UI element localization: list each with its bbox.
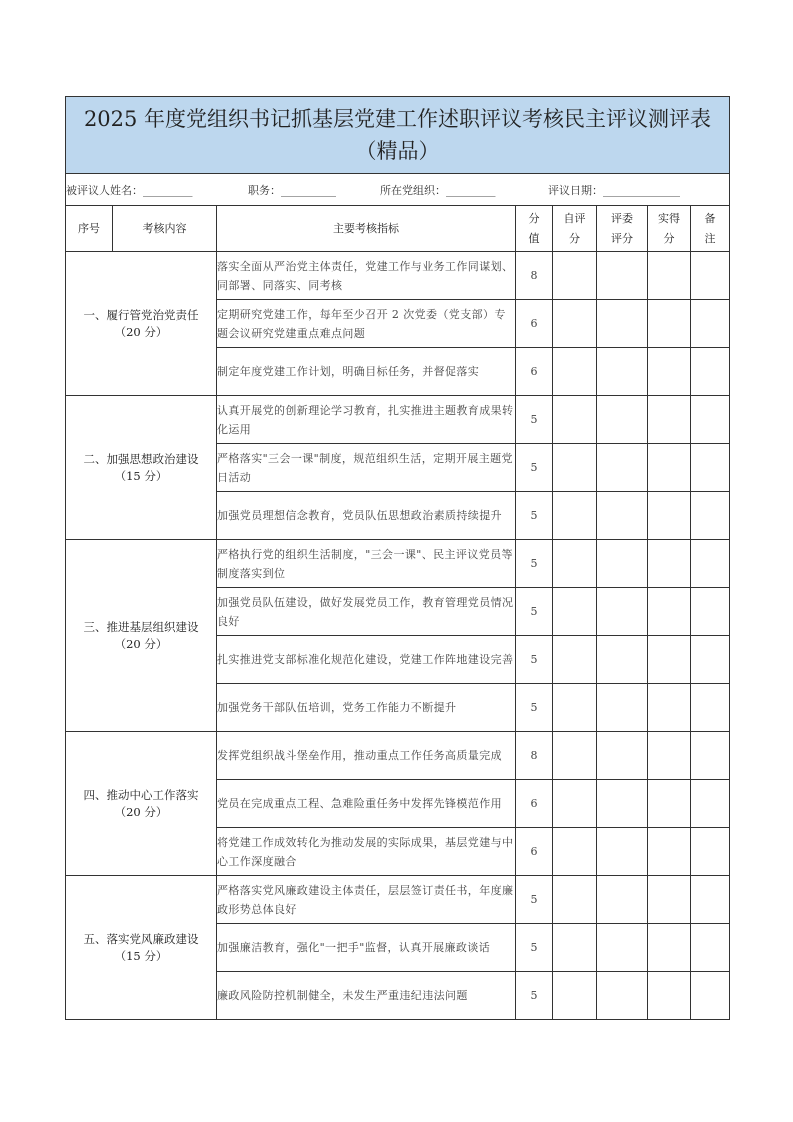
actual-score-cell[interactable] xyxy=(648,348,691,396)
actual-score-cell[interactable] xyxy=(648,300,691,348)
max-score: 8 xyxy=(516,732,553,780)
remark-cell[interactable] xyxy=(691,588,730,636)
self-score-cell[interactable] xyxy=(553,588,597,636)
actual-score-cell[interactable] xyxy=(648,732,691,780)
remark-cell[interactable] xyxy=(691,492,730,540)
section-category xyxy=(66,396,217,540)
evaluee-name-field[interactable]: 被评议人姓名：_________ xyxy=(66,183,193,197)
section-name: 二、加强思想政治建设 xyxy=(83,451,199,466)
max-score: 5 xyxy=(516,588,553,636)
header-committee-score: 评委 评分 xyxy=(597,206,648,252)
max-score: 5 xyxy=(516,492,553,540)
header-seq: 序号 xyxy=(66,206,113,252)
section-points: （20 分） xyxy=(114,636,168,651)
actual-score-cell[interactable] xyxy=(648,684,691,732)
remark-cell[interactable] xyxy=(691,780,730,828)
section-points: （20 分） xyxy=(114,324,168,339)
committee-score-cell[interactable] xyxy=(597,540,648,588)
indicator-text: 落实全面从严治党主体责任，党建工作与业务工作同谋划、同部署、同落实、同考核 xyxy=(217,252,516,300)
indicator-text: 加强党员理想信念教育，党员队伍思想政治素质持续提升 xyxy=(217,492,516,540)
indicator-text: 严格落实党风廉政建设主体责任，层层签订责任书，年度廉政形势总体良好 xyxy=(217,876,516,924)
section-name: 一、履行管党治党责任 xyxy=(83,307,199,322)
max-score: 6 xyxy=(516,300,553,348)
indicator-text: 认真开展党的创新理论学习教育，扎实推进主题教育成果转化运用 xyxy=(217,396,516,444)
table-row xyxy=(66,540,730,588)
actual-score-cell[interactable] xyxy=(648,540,691,588)
remark-cell[interactable] xyxy=(691,348,730,396)
self-score-cell[interactable] xyxy=(553,348,597,396)
table-row xyxy=(66,732,730,780)
indicator-text: 严格执行党的组织生活制度，"三会一课"、民主评议党员等制度落实到位 xyxy=(217,540,516,588)
max-score: 8 xyxy=(516,252,553,300)
remark-cell[interactable] xyxy=(691,876,730,924)
actual-score-cell[interactable] xyxy=(648,828,691,876)
header-indicator: 主要考核指标 xyxy=(217,206,516,252)
remark-cell[interactable] xyxy=(691,972,730,1020)
header-content: 考核内容 xyxy=(113,206,217,252)
table-row xyxy=(66,252,730,300)
self-score-cell[interactable] xyxy=(553,828,597,876)
header-self-score: 自评 分 xyxy=(553,206,597,252)
self-score-cell[interactable] xyxy=(553,732,597,780)
page-title: 2025 年度党组织书记抓基层党建工作述职评议考核民主评议测评表（精品） xyxy=(66,97,730,174)
self-score-cell[interactable] xyxy=(553,972,597,1020)
committee-score-cell[interactable] xyxy=(597,348,648,396)
committee-score-cell[interactable] xyxy=(597,492,648,540)
header-score: 分 值 xyxy=(516,206,553,252)
self-score-cell[interactable] xyxy=(553,636,597,684)
self-score-cell[interactable] xyxy=(553,396,597,444)
indicator-text: 扎实推进党支部标准化规范化建设，党建工作阵地建设完善 xyxy=(217,636,516,684)
max-score: 6 xyxy=(516,348,553,396)
self-score-cell[interactable] xyxy=(553,876,597,924)
self-score-cell[interactable] xyxy=(553,540,597,588)
section-points: （15 分） xyxy=(114,468,168,483)
committee-score-cell[interactable] xyxy=(597,972,648,1020)
committee-score-cell[interactable] xyxy=(597,876,648,924)
self-score-cell[interactable] xyxy=(553,300,597,348)
remark-cell[interactable] xyxy=(691,300,730,348)
max-score: 6 xyxy=(516,780,553,828)
section-name: 五、落实党风廉政建设 xyxy=(83,931,199,946)
info-row xyxy=(66,174,730,206)
max-score: 5 xyxy=(516,540,553,588)
section-points: （20 分） xyxy=(114,804,168,819)
actual-score-cell[interactable] xyxy=(648,588,691,636)
evaluation-date-field[interactable]: 评议日期：______________ xyxy=(548,183,680,197)
remark-cell[interactable] xyxy=(691,636,730,684)
self-score-cell[interactable] xyxy=(553,924,597,972)
remark-cell[interactable] xyxy=(691,252,730,300)
indicator-text: 严格落实"三会一课"制度，规范组织生活，定期开展主题党日活动 xyxy=(217,444,516,492)
header-remark: 备 注 xyxy=(691,206,730,252)
self-score-cell[interactable] xyxy=(553,252,597,300)
max-score: 5 xyxy=(516,684,553,732)
committee-score-cell[interactable] xyxy=(597,396,648,444)
max-score: 5 xyxy=(516,636,553,684)
actual-score-cell[interactable] xyxy=(648,444,691,492)
committee-score-cell[interactable] xyxy=(597,732,648,780)
party-org-field[interactable]: 所在党组织：_________ xyxy=(380,183,496,197)
committee-score-cell[interactable] xyxy=(597,684,648,732)
indicator-text: 廉政风险防控机制健全，未发生严重违纪违法问题 xyxy=(217,972,516,1020)
self-score-cell[interactable] xyxy=(553,780,597,828)
committee-score-cell[interactable] xyxy=(597,636,648,684)
position-field[interactable]: 职务：__________ xyxy=(248,183,336,197)
remark-cell[interactable] xyxy=(691,684,730,732)
remark-cell[interactable] xyxy=(691,540,730,588)
actual-score-cell[interactable] xyxy=(648,636,691,684)
committee-score-cell[interactable] xyxy=(597,828,648,876)
indicator-text: 加强党员队伍建设，做好发展党员工作，教育管理党员情况良好 xyxy=(217,588,516,636)
max-score: 5 xyxy=(516,924,553,972)
table-row xyxy=(66,876,730,924)
committee-score-cell[interactable] xyxy=(597,444,648,492)
remark-cell[interactable] xyxy=(691,396,730,444)
indicator-text: 加强廉洁教育，强化"一把手"监督，认真开展廉政谈话 xyxy=(217,924,516,972)
evaluation-table xyxy=(65,96,730,1020)
max-score: 5 xyxy=(516,444,553,492)
self-score-cell[interactable] xyxy=(553,684,597,732)
actual-score-cell[interactable] xyxy=(648,396,691,444)
committee-score-cell[interactable] xyxy=(597,300,648,348)
actual-score-cell[interactable] xyxy=(648,492,691,540)
section-category xyxy=(66,876,217,1020)
section-category xyxy=(66,732,217,876)
actual-score-cell[interactable] xyxy=(648,924,691,972)
section-category xyxy=(66,252,217,396)
max-score: 5 xyxy=(516,396,553,444)
remark-cell[interactable] xyxy=(691,732,730,780)
actual-score-cell[interactable] xyxy=(648,972,691,1020)
section-name: 四、推动中心工作落实 xyxy=(83,787,199,802)
self-score-cell[interactable] xyxy=(553,492,597,540)
indicator-text: 党员在完成重点工程、急难险重任务中发挥先锋模范作用 xyxy=(217,780,516,828)
indicator-text: 定期研究党建工作，每年至少召开 2 次党委（党支部）专题会议研究党建重点难点问题 xyxy=(217,300,516,348)
indicator-text: 制定年度党建工作计划，明确目标任务，并督促落实 xyxy=(217,348,516,396)
remark-cell[interactable] xyxy=(691,444,730,492)
indicator-text: 加强党务干部队伍培训，党务工作能力不断提升 xyxy=(217,684,516,732)
remark-cell[interactable] xyxy=(691,828,730,876)
section-category xyxy=(66,540,217,732)
actual-score-cell[interactable] xyxy=(648,876,691,924)
section-points: （15 分） xyxy=(114,948,168,963)
section-name: 三、推进基层组织建设 xyxy=(83,619,199,634)
indicator-text: 发挥党组织战斗堡垒作用，推动重点工作任务高质量完成 xyxy=(217,732,516,780)
header-actual-score: 实得 分 xyxy=(648,206,691,252)
actual-score-cell[interactable] xyxy=(648,252,691,300)
committee-score-cell[interactable] xyxy=(597,588,648,636)
committee-score-cell[interactable] xyxy=(597,924,648,972)
committee-score-cell[interactable] xyxy=(597,780,648,828)
remark-cell[interactable] xyxy=(691,924,730,972)
table-row xyxy=(66,396,730,444)
actual-score-cell[interactable] xyxy=(648,780,691,828)
max-score: 6 xyxy=(516,828,553,876)
max-score: 5 xyxy=(516,972,553,1020)
committee-score-cell[interactable] xyxy=(597,252,648,300)
max-score: 5 xyxy=(516,876,553,924)
indicator-text: 将党建工作成效转化为推动发展的实际成果，基层党建与中心工作深度融合 xyxy=(217,828,516,876)
self-score-cell[interactable] xyxy=(553,444,597,492)
